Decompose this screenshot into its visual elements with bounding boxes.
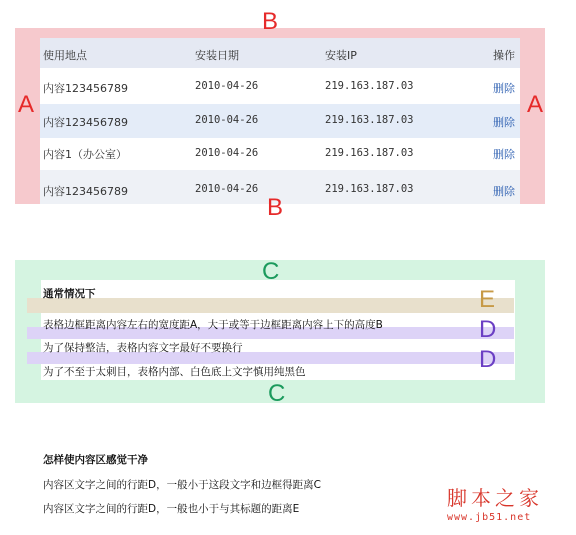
cell-ip: 219.163.187.03 (325, 147, 414, 159)
spacing-demo-line: 为了不至于太刺目，表格内部、白色底上文字慎用纯黑色 (43, 366, 306, 378)
table-row (40, 104, 520, 138)
spacing-demo-line: 为了保持整洁，表格内容文字最好不要换行 (43, 342, 243, 354)
delete-link[interactable]: 删除 (493, 82, 515, 95)
label-b-top: B (262, 8, 279, 35)
cell-date: 2010-04-26 (195, 80, 259, 92)
spacing-demo-title: 通常情况下 (43, 288, 96, 300)
delete-link[interactable]: 删除 (493, 185, 515, 198)
delete-link[interactable]: 删除 (493, 148, 515, 161)
site-watermark-logo: 脚本之家 (447, 486, 543, 510)
header-install-date: 安装日期 (195, 49, 239, 62)
table-header-row (40, 38, 520, 68)
cell-date: 2010-04-26 (195, 114, 259, 126)
label-d-first: D (479, 316, 497, 343)
table-row (40, 68, 520, 104)
cell-date: 2010-04-26 (195, 147, 259, 159)
spacing-demo-line: 表格边框距离内容左右的宽度距A，大于或等于边框距离内容上下的高度B (43, 319, 383, 331)
cell-location: 内容123456789 (43, 185, 128, 198)
label-d-second: D (479, 346, 497, 373)
header-location: 使用地点 (43, 49, 87, 62)
content-area-line: 内容区文字之间的行距D，一般小于这段文字和边框得距离C (43, 479, 321, 491)
cell-location: 内容123456789 (43, 116, 128, 129)
cell-ip: 219.163.187.03 (325, 114, 414, 126)
header-install-ip: 安装IP (325, 49, 357, 62)
label-a-left: A (18, 91, 35, 118)
cell-date: 2010-04-26 (195, 183, 259, 195)
table-row (40, 138, 520, 170)
cell-ip: 219.163.187.03 (325, 183, 414, 195)
spacing-e-bar (27, 298, 514, 313)
label-e: E (479, 286, 496, 313)
table-demo (40, 38, 520, 204)
label-a-right: A (527, 91, 544, 118)
cell-ip: 219.163.187.03 (325, 80, 414, 92)
site-watermark-url: www.jb51.net (447, 512, 532, 523)
table-demo-margin-area (15, 28, 545, 204)
cell-location: 内容1（办公室） (43, 148, 127, 161)
label-b-bottom: B (267, 194, 284, 221)
content-area-title: 怎样使内容区感觉干净 (43, 454, 148, 466)
delete-link[interactable]: 删除 (493, 116, 515, 129)
label-c-top: C (262, 258, 280, 285)
label-c-bottom: C (268, 380, 286, 407)
content-area-line: 内容区文字之间的行距D，一般也小于与其标题的距离E (43, 503, 300, 515)
cell-location: 内容123456789 (43, 82, 128, 95)
header-action: 操作 (493, 49, 515, 62)
